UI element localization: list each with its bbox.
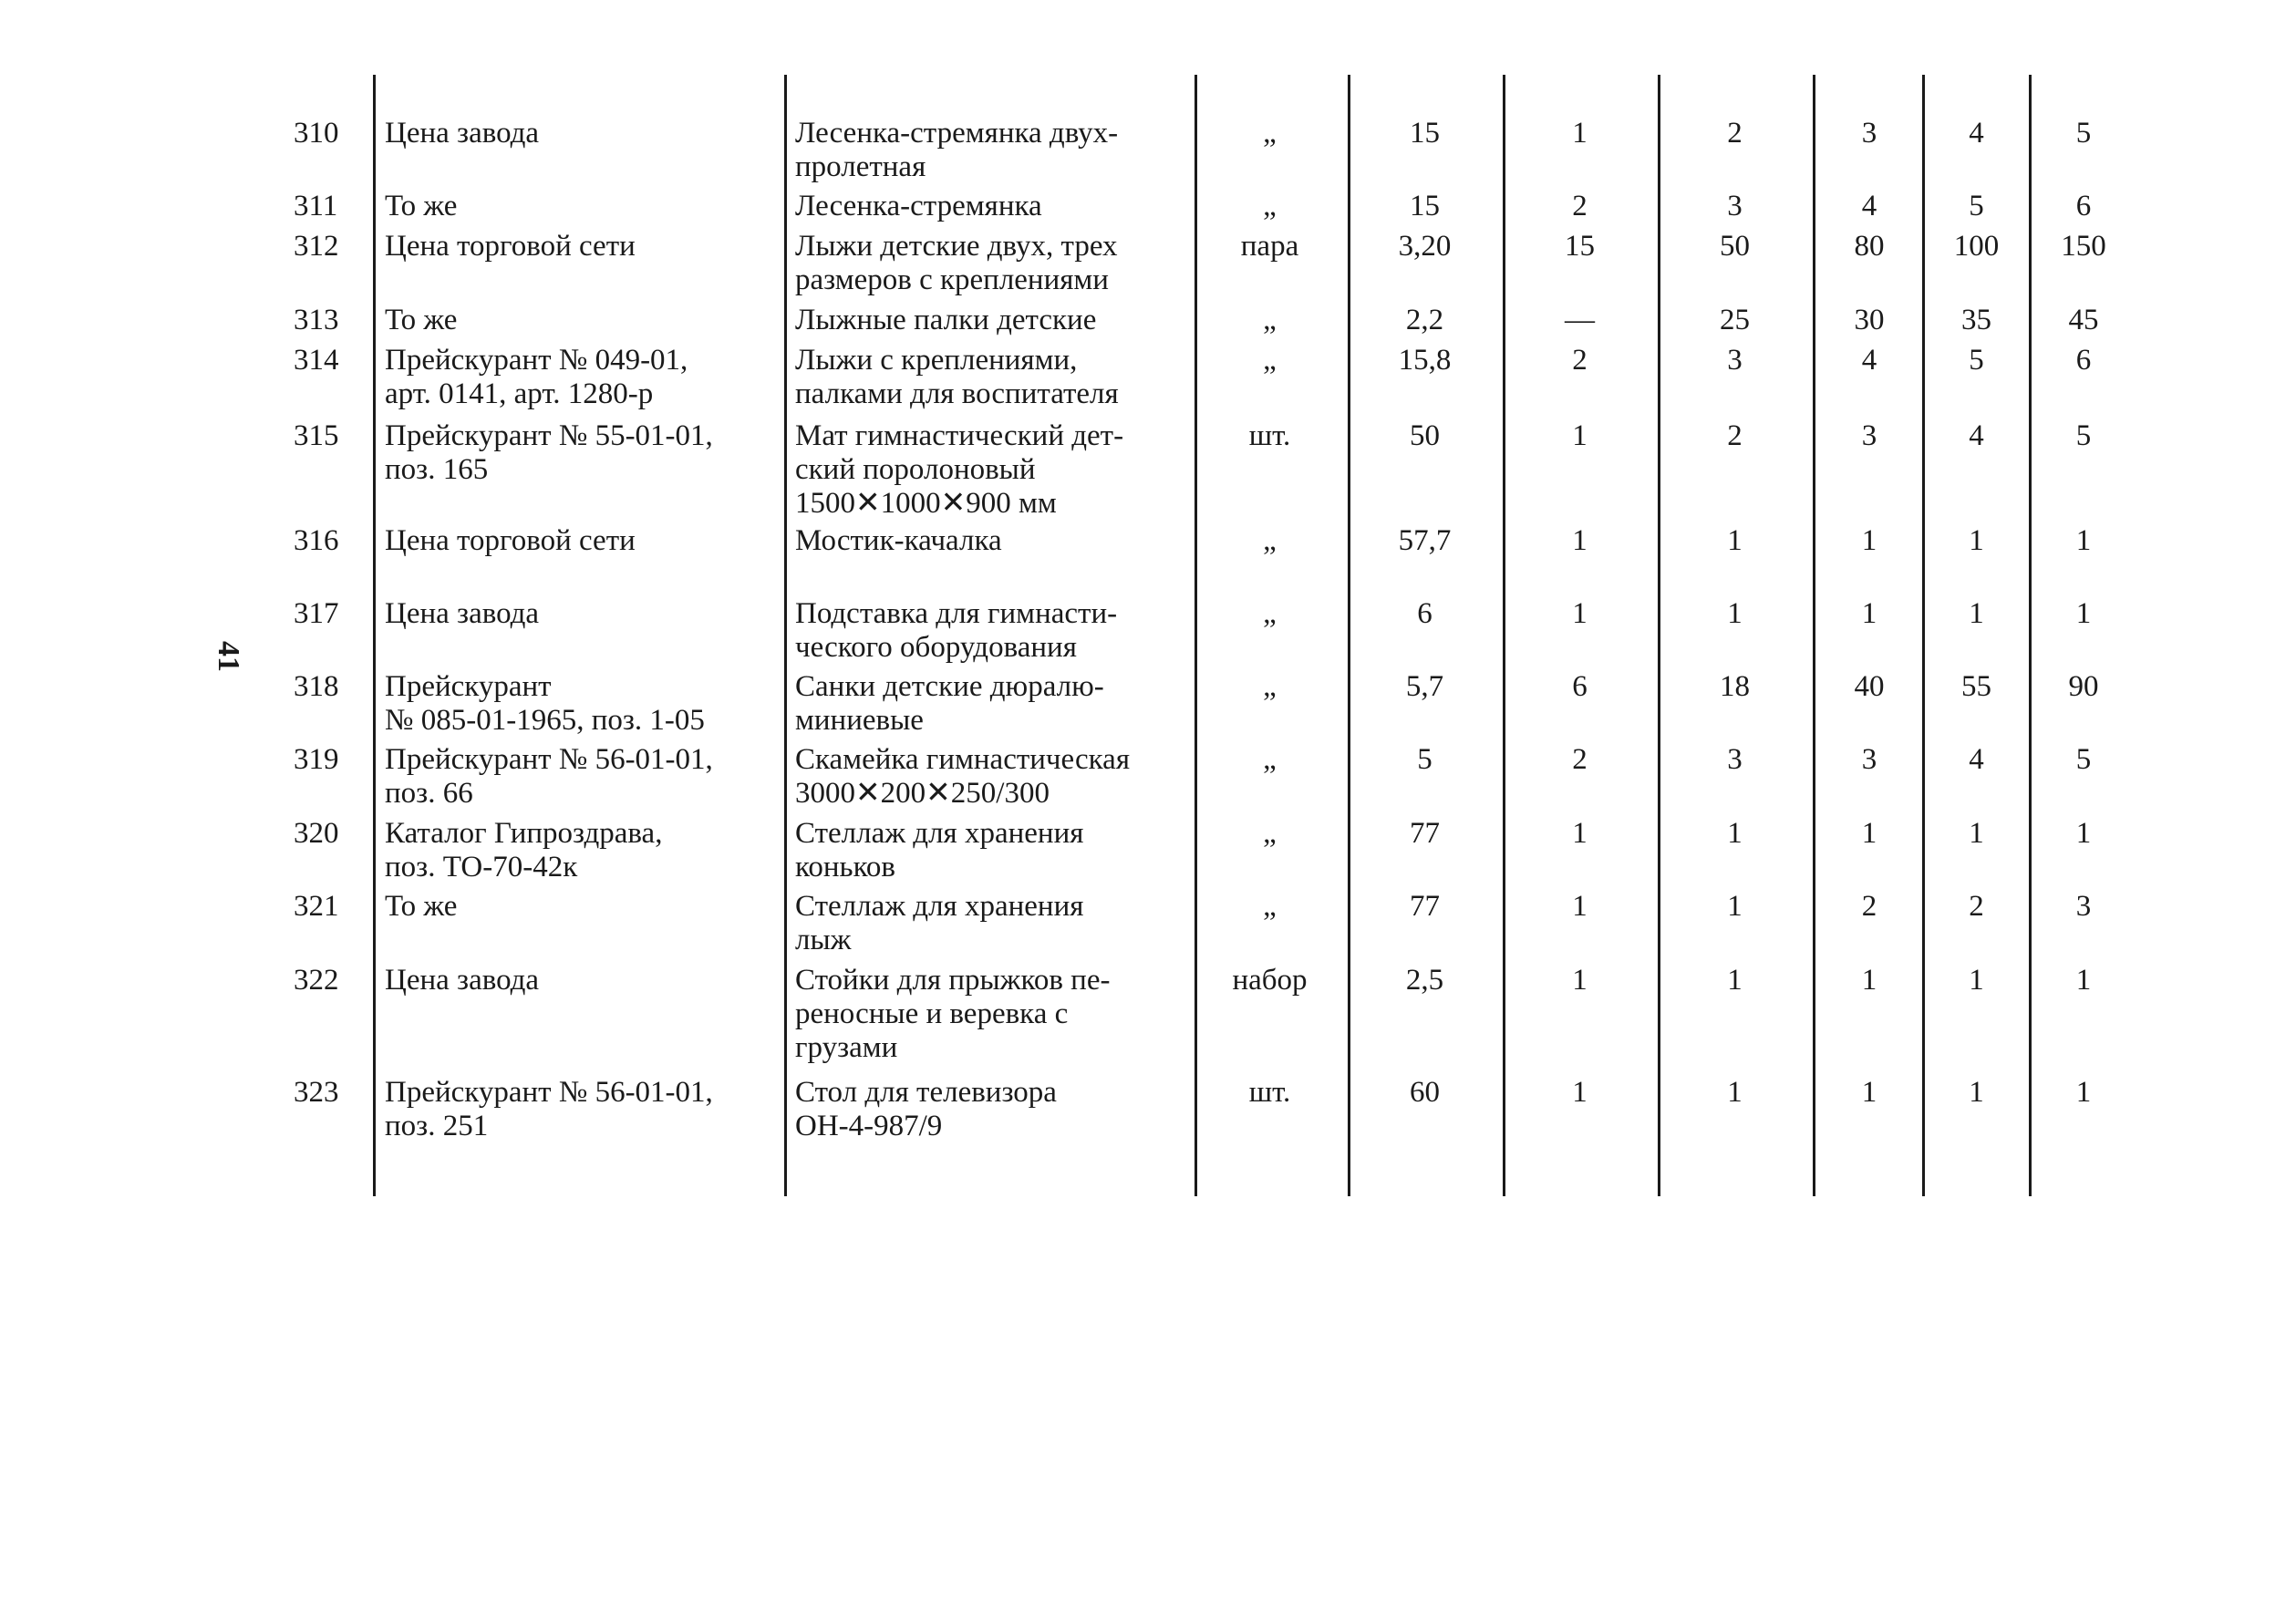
quantity-cell: 1 (1861, 1076, 1877, 1109)
unit-of-measure: „ (1263, 670, 1277, 703)
quantity-cell: 5 (1969, 190, 1984, 222)
quantity-cell: 80 (1854, 230, 1885, 263)
item-name (795, 419, 1185, 521)
quantity-cell: 1 (1969, 817, 1984, 850)
price-source (385, 117, 777, 150)
price-source-line: Прейскурант № 56-01-01, (385, 743, 713, 776)
item-name-line: Стол для телевизора (795, 1076, 1057, 1109)
quantity-cell: 100 (1953, 230, 2000, 263)
quantity-cell: 1 (1727, 597, 1743, 630)
quantity-cell: 1 (1727, 890, 1743, 923)
quantity-cell: 1 (2075, 817, 2092, 850)
item-name (795, 230, 1185, 297)
price-source-line: То же (385, 190, 458, 222)
quantity-cell: 55 (1961, 670, 1991, 703)
item-name (795, 890, 1185, 957)
quantity-cell: 2 (1572, 743, 1588, 776)
item-name (795, 597, 1185, 665)
price-source-line: То же (385, 890, 458, 923)
item-name (795, 670, 1185, 738)
quantity-cell: 1 (1969, 524, 1984, 557)
quantity-cell: 4 (1969, 419, 1984, 452)
quantity-cell: 4 (1969, 743, 1984, 776)
row-number: 319 (294, 743, 339, 776)
item-name (795, 964, 1185, 1065)
unit-price: 5,7 (1405, 670, 1444, 703)
price-source (385, 1076, 777, 1143)
unit-of-measure: „ (1263, 524, 1277, 557)
quantity-cell: 3 (1861, 743, 1877, 776)
quantity-cell: 1 (1727, 1076, 1743, 1109)
item-name-line: реносные и веревка с (795, 997, 1069, 1030)
quantity-cell: 3 (1861, 419, 1877, 452)
item-name-line: 3000✕200✕250/300 (795, 777, 1050, 810)
quantity-cell: 2 (1861, 890, 1877, 923)
unit-price: 57,7 (1398, 524, 1452, 557)
price-source-line: То же (385, 304, 458, 336)
quantity-cell: 18 (1720, 670, 1750, 703)
quantity-cell: 2 (1572, 190, 1588, 222)
quantity-cell: 1 (2075, 1076, 2092, 1109)
item-name (795, 743, 1185, 811)
price-source-line: № 085-01-1965, поз. 1-05 (385, 704, 705, 737)
quantity-cell: 2 (1727, 419, 1743, 452)
quantity-cell: 1 (1572, 890, 1588, 923)
quantity-cell: 150 (2061, 230, 2106, 263)
quantity-cell: 1 (1572, 1076, 1588, 1109)
quantity-cell: 45 (2068, 304, 2099, 336)
price-source-line: арт. 0141, арт. 1280-р (385, 377, 654, 410)
item-name-line: Лесенка-стремянка (795, 190, 1042, 222)
row-number: 313 (294, 304, 339, 336)
unit-of-measure: „ (1263, 817, 1277, 850)
unit-price: 3,20 (1398, 230, 1452, 263)
item-name-line: Санки детские дюралю- (795, 670, 1104, 703)
price-source (385, 524, 777, 558)
unit-of-measure: „ (1263, 190, 1277, 222)
quantity-cell: 5 (2075, 419, 2092, 452)
quantity-cell: 4 (1861, 190, 1877, 222)
item-name-line: Стеллаж для хранения (795, 817, 1084, 850)
quantity-cell: 5 (2075, 743, 2092, 776)
row-number: 315 (294, 419, 339, 452)
row-number: 310 (294, 117, 339, 150)
item-name-line: Стеллаж для хранения (795, 890, 1084, 923)
unit-of-measure: набор (1232, 964, 1308, 997)
quantity-cell: 2 (1572, 344, 1588, 377)
quantity-cell: 30 (1854, 304, 1885, 336)
price-source-line: Прейскурант (385, 670, 552, 703)
quantity-cell: 1 (1861, 597, 1877, 630)
quantity-cell: 4 (1969, 117, 1984, 150)
price-source-line: поз. ТО-70-42к (385, 851, 578, 884)
item-name-line: Лыжи с креплениями, (795, 344, 1078, 377)
unit-price: 77 (1410, 890, 1440, 923)
price-source (385, 344, 777, 411)
item-name-line: Лесенка-стремянка двух- (795, 117, 1119, 150)
quantity-cell: 1 (1861, 817, 1877, 850)
unit-of-measure: „ (1263, 344, 1277, 377)
quantity-cell: 2 (1969, 890, 1984, 923)
item-name-line: ОН-4-987/9 (795, 1110, 943, 1142)
item-name-line: Подставка для гимнасти- (795, 597, 1118, 630)
quantity-cell: 3 (1727, 190, 1743, 222)
price-source-line: Цена завода (385, 597, 540, 630)
unit-price: 77 (1410, 817, 1440, 850)
quantity-cell: 1 (1969, 964, 1984, 997)
page-number: 41 (212, 641, 245, 672)
row-number: 320 (294, 817, 339, 850)
quantity-cell: 6 (1572, 670, 1588, 703)
price-source (385, 670, 777, 738)
row-number: 311 (294, 190, 338, 222)
quantity-cell: 1 (1861, 964, 1877, 997)
item-name (795, 117, 1185, 184)
quantity-cell: 1 (2075, 524, 2092, 557)
price-source-line: поз. 66 (385, 777, 473, 810)
item-name-line: лыж (795, 924, 852, 956)
unit-of-measure: „ (1263, 117, 1277, 150)
price-source-line: Цена торговой сети (385, 524, 636, 557)
quantity-cell: 2 (1727, 117, 1743, 150)
row-number: 323 (294, 1076, 339, 1109)
unit-price: 60 (1410, 1076, 1440, 1109)
price-source-line: поз. 165 (385, 453, 489, 486)
quantity-cell: 1 (1969, 1076, 1984, 1109)
quantity-cell: 6 (2075, 344, 2092, 377)
row-number: 322 (294, 964, 339, 997)
quantity-cell: 5 (1969, 344, 1984, 377)
item-name-line: ский поролоновый (795, 453, 1036, 486)
item-name (795, 190, 1185, 223)
row-number: 312 (294, 230, 339, 263)
quantity-cell: 90 (2068, 670, 2099, 703)
quantity-cell: 6 (2075, 190, 2092, 222)
quantity-cell: 1 (1969, 597, 1984, 630)
unit-price: 2,2 (1405, 304, 1444, 336)
unit-of-measure: „ (1263, 304, 1277, 336)
quantity-cell: 1 (1572, 597, 1588, 630)
unit-price: 5 (1417, 743, 1432, 776)
quantity-cell: 15 (1565, 230, 1595, 263)
quantity-cell: 1 (2075, 597, 2092, 630)
unit-price: 6 (1417, 597, 1432, 630)
item-name-line: Лыжные палки детские (795, 304, 1097, 336)
quantity-cell: 35 (1961, 304, 1991, 336)
price-source (385, 817, 777, 884)
row-number: 317 (294, 597, 339, 630)
price-source-line: Прейскурант № 56-01-01, (385, 1076, 713, 1109)
price-source-line: Цена торговой сети (385, 230, 636, 263)
quantity-cell: 5 (2075, 117, 2092, 150)
unit-price: 15 (1410, 190, 1440, 222)
price-source-line: Прейскурант № 55-01-01, (385, 419, 713, 452)
quantity-cell: 1 (2075, 964, 2092, 997)
quantity-cell: 1 (1572, 419, 1588, 452)
quantity-cell: 4 (1861, 344, 1877, 377)
unit-of-measure: „ (1263, 890, 1277, 923)
quantity-cell: 1 (1572, 524, 1588, 557)
item-name (795, 524, 1185, 558)
item-name (795, 1076, 1185, 1143)
price-source-line: Прейскурант № 049-01, (385, 344, 688, 377)
unit-of-measure: пара (1240, 230, 1299, 263)
quantity-cell: 3 (1861, 117, 1877, 150)
quantity-cell: 1 (1572, 964, 1588, 997)
item-name-line: Стойки для прыжков пе- (795, 964, 1111, 997)
item-name-line: грузами (795, 1031, 898, 1064)
item-name-line: ческого оборудования (795, 631, 1077, 664)
unit-of-measure: „ (1263, 743, 1277, 776)
item-name-line: миниевые (795, 704, 924, 737)
price-source-line: поз. 251 (385, 1110, 489, 1142)
unit-price: 50 (1410, 419, 1440, 452)
column-rule (784, 75, 787, 1196)
quantity-cell: 50 (1720, 230, 1750, 263)
price-source (385, 964, 777, 997)
item-name-line: 1500✕1000✕900 мм (795, 487, 1057, 520)
price-source (385, 890, 777, 924)
item-name (795, 817, 1185, 884)
quantity-cell: 1 (1572, 117, 1588, 150)
quantity-cell: 1 (1572, 817, 1588, 850)
quantity-cell: 1 (1727, 524, 1743, 557)
price-source (385, 597, 777, 631)
price-source-line: Цена завода (385, 117, 540, 150)
unit-of-measure: шт. (1248, 419, 1291, 452)
price-source (385, 190, 777, 223)
item-name-line: размеров с креплениями (795, 264, 1109, 296)
item-name-line: пролетная (795, 150, 926, 183)
price-source (385, 304, 777, 337)
column-rule (373, 75, 376, 1196)
item-name-line: Мат гимнастический дет- (795, 419, 1124, 452)
quantity-cell: 1 (1861, 524, 1877, 557)
row-number: 321 (294, 890, 339, 923)
quantity-cell: 3 (2075, 890, 2092, 923)
item-name-line: Скамейка гимнастическая (795, 743, 1130, 776)
item-name-line: палками для воспитателя (795, 377, 1119, 410)
row-number: 314 (294, 344, 339, 377)
quantity-cell: 3 (1727, 743, 1743, 776)
quantity-cell: 40 (1854, 670, 1885, 703)
item-name-line: Лыжи детские двух, трех (795, 230, 1118, 263)
price-source-line: Каталог Гипроздрава, (385, 817, 663, 850)
unit-price: 2,5 (1405, 964, 1444, 997)
quantity-cell: 1 (1727, 817, 1743, 850)
price-source (385, 230, 777, 264)
item-name (795, 344, 1185, 411)
item-name-line: Мостик-качалка (795, 524, 1002, 557)
row-number: 316 (294, 524, 339, 557)
quantity-cell: 1 (1727, 964, 1743, 997)
unit-of-measure: шт. (1248, 1076, 1291, 1109)
unit-price: 15,8 (1398, 344, 1452, 377)
unit-price: 15 (1410, 117, 1440, 150)
price-source-line: Цена завода (385, 964, 540, 997)
quantity-cell: — (1565, 304, 1595, 336)
quantity-cell: 25 (1720, 304, 1750, 336)
unit-of-measure: „ (1263, 597, 1277, 630)
price-source (385, 419, 777, 487)
quantity-cell: 3 (1727, 344, 1743, 377)
item-name (795, 304, 1185, 337)
item-name-line: коньков (795, 851, 896, 884)
price-source (385, 743, 777, 811)
row-number: 318 (294, 670, 339, 703)
